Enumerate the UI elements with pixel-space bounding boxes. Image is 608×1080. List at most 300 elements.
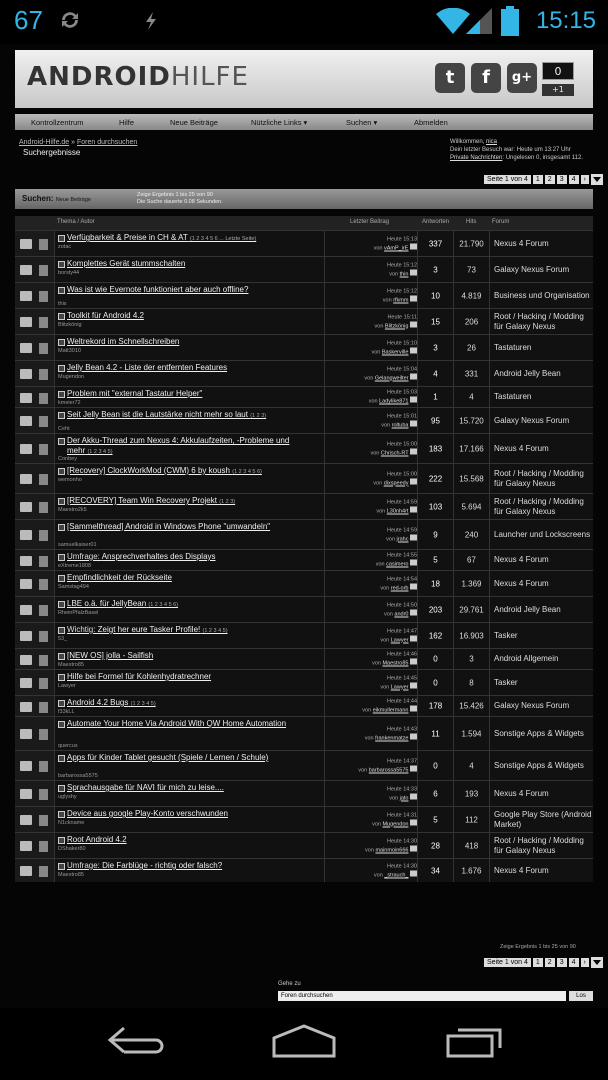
forum-link[interactable] [491, 309, 593, 334]
last-post-user[interactable]: rfkmm [393, 297, 409, 303]
breadcrumb [19, 138, 137, 158]
forum-link[interactable] [491, 257, 593, 282]
thread-author[interactable]: Maestro2k5 [58, 507, 87, 513]
last-post-user[interactable]: Baskerville [381, 349, 409, 355]
checkbox-icon[interactable] [58, 235, 65, 242]
thread-row[interactable] [15, 549, 593, 570]
answers-count[interactable] [418, 309, 454, 334]
thread-row[interactable] [15, 622, 593, 648]
forum-link[interactable] [491, 696, 593, 716]
thread-row[interactable] [15, 570, 593, 596]
thread-author[interactable]: samuelkaiser01 [58, 542, 97, 548]
logo-main: ANDROID [27, 62, 171, 92]
thread-status [15, 833, 55, 858]
pager-page-4[interactable]: 4 [569, 175, 579, 184]
hits-value: 4 [469, 761, 474, 770]
goto-last-icon[interactable] [410, 819, 417, 825]
last-post-user[interactable]: Maestro85 [382, 660, 409, 667]
thread-author[interactable]: this [58, 301, 67, 307]
thread-title[interactable] [67, 719, 307, 730]
last-post-time: Heute 14:55 [387, 552, 417, 559]
answers-count[interactable] [418, 859, 454, 882]
goto-last-icon[interactable] [410, 706, 417, 712]
hits-count [454, 571, 490, 596]
forum-link[interactable] [491, 833, 593, 858]
forum-link[interactable] [491, 807, 593, 832]
thread-row[interactable] [15, 308, 593, 334]
forum-link[interactable] [491, 283, 593, 308]
forum-name: Sonstige Apps & Widgets [494, 728, 584, 738]
checkbox-icon[interactable] [58, 721, 65, 728]
forum-link[interactable] [491, 464, 593, 493]
thread-status [15, 807, 55, 832]
last-post-user[interactable]: jrahc [396, 536, 409, 542]
thread-title[interactable] [67, 698, 307, 709]
thread-author[interactable]: Mugendon [58, 374, 84, 380]
last-post-user[interactable]: _strauch_ [384, 872, 409, 878]
answers-count[interactable] [418, 649, 454, 669]
thread-title[interactable] [67, 783, 307, 794]
forum-name: Nexus 4 Forum [494, 578, 549, 588]
col-answers[interactable]: Antworten [422, 219, 450, 225]
thread-row[interactable] [15, 716, 593, 750]
thread-title[interactable] [67, 599, 307, 610]
goto-last-icon[interactable] [410, 420, 417, 426]
last-post-user[interactable]: vAmP_irE [384, 245, 409, 251]
goto-last-icon[interactable] [410, 347, 417, 353]
answers-count[interactable] [418, 408, 454, 433]
site-logo[interactable] [27, 62, 249, 92]
goto-last-icon[interactable] [410, 733, 417, 739]
thread-title[interactable] [67, 573, 307, 584]
answers-count[interactable] [418, 833, 454, 858]
goto-last-icon[interactable] [410, 845, 417, 851]
last-post-user[interactable]: barbarossa5575 [368, 767, 409, 773]
answers-count[interactable] [418, 494, 454, 519]
thread-title-cell [55, 696, 325, 716]
goto-button[interactable]: Los [569, 991, 593, 1001]
thread-row[interactable] [15, 669, 593, 695]
thread-pages[interactable]: (1 2 3 4 5 6) [148, 602, 179, 608]
thread-row[interactable] [15, 334, 593, 360]
checkbox-icon[interactable] [58, 554, 65, 561]
goto-select[interactable]: Foren durchsuchen [278, 991, 566, 1001]
checkbox-icon[interactable] [58, 700, 65, 707]
pager-top [484, 174, 603, 185]
goto-last-icon[interactable] [410, 635, 417, 641]
thread-title[interactable] [67, 363, 307, 374]
thread-status [15, 649, 55, 669]
thread-type-icon [39, 631, 48, 642]
answers-count[interactable] [418, 387, 454, 407]
pager-next-bottom[interactable]: › [581, 958, 589, 967]
thread-row[interactable] [15, 750, 593, 780]
last-post-user[interactable]: red-orb [390, 585, 409, 591]
forum-link[interactable] [491, 717, 593, 750]
thread-row[interactable] [15, 230, 593, 256]
thread-row[interactable] [15, 282, 593, 308]
answers-count[interactable] [418, 623, 454, 648]
facebook-icon[interactable]: f [471, 63, 501, 93]
checkbox-icon[interactable] [58, 287, 65, 294]
hits-count [454, 717, 490, 750]
goto-last-icon[interactable] [410, 793, 417, 799]
last-post-user[interactable]: Lawyer [390, 684, 409, 690]
nav-abmelden[interactable]: Abmelden [414, 117, 448, 127]
forum-link[interactable] [491, 231, 593, 256]
thread-author[interactable]: Blitzkönig [58, 322, 82, 328]
nav-kontrollzentrum[interactable]: Kontrollzentrum [31, 117, 84, 127]
goto-last-icon[interactable] [410, 583, 417, 589]
col-forum[interactable]: Forum [492, 219, 510, 225]
back-icon[interactable] [104, 1024, 166, 1058]
thread-title[interactable] [67, 809, 307, 820]
checkbox-icon[interactable] [58, 811, 65, 818]
checkbox-icon[interactable] [58, 524, 65, 531]
goto-last-icon[interactable] [410, 478, 417, 484]
thread-pages[interactable]: (1 2 3 4 5 6) [232, 469, 262, 475]
thread-status [15, 717, 55, 750]
checkbox-icon[interactable] [58, 863, 65, 870]
last-post-user[interactable]: Lawyer [390, 637, 409, 643]
answers-count[interactable] [418, 520, 454, 549]
breadcrumb-search[interactable]: Foren durchsuchen [77, 139, 138, 146]
thread-row[interactable] [15, 858, 593, 882]
google-plus-icon[interactable]: g+ [507, 63, 537, 93]
thread-title[interactable] [67, 672, 307, 683]
goto-last-icon[interactable] [410, 243, 417, 249]
answers-value: 11 [431, 729, 440, 738]
breadcrumb-sep: » [69, 139, 77, 146]
answers-count[interactable] [418, 670, 454, 695]
forum-link[interactable] [491, 494, 593, 519]
goto-last-icon[interactable] [410, 682, 417, 688]
thread-author[interactable]: wemonho [58, 477, 82, 483]
thread-title[interactable] [67, 466, 307, 477]
checkbox-icon[interactable] [58, 261, 65, 268]
thread-author[interactable]: N1ckname [58, 820, 85, 826]
last-post-user[interactable]: dixspeedy [383, 480, 409, 486]
thread-row[interactable] [15, 256, 593, 282]
last-post-user[interactable]: L30nh4rt [386, 508, 409, 514]
checkbox-icon[interactable] [58, 674, 65, 681]
twitter-icon[interactable]: t [435, 63, 465, 93]
thread-row[interactable] [15, 519, 593, 549]
goto-last-icon[interactable] [410, 397, 417, 403]
checkbox-icon[interactable] [58, 365, 65, 372]
forum-name: Galaxy Nexus Forum [494, 264, 570, 274]
thread-pages[interactable]: (1 2 3) [219, 499, 236, 505]
thread-title-cell [55, 597, 325, 622]
thread-author[interactable]: RheinPfalzBasel [58, 610, 99, 616]
forum-link[interactable] [491, 520, 593, 549]
thread-title-text: [RECOVERY] Team Win Recovery Projekt [67, 496, 217, 505]
answers-count[interactable] [418, 231, 454, 256]
thread-row[interactable] [15, 360, 593, 386]
thread-row[interactable] [15, 386, 593, 407]
forum-link[interactable] [491, 649, 593, 669]
checkbox-icon[interactable] [58, 339, 65, 346]
thread-title-text: Automate Your Home Via Android With QW Home Automation [67, 719, 287, 728]
forum-link[interactable] [491, 434, 593, 463]
pager-menu-icon-bottom[interactable] [591, 957, 603, 968]
thread-author[interactable]: Ceht [58, 426, 70, 432]
pager-menu-icon[interactable] [591, 174, 603, 185]
last-post-user[interactable]: Blitzkönig [384, 323, 409, 329]
thread-row[interactable] [15, 832, 593, 858]
last-post-user[interactable]: Ladylike871 [379, 398, 409, 405]
thread-author[interactable]: quercus [58, 743, 78, 749]
thread-row[interactable] [15, 433, 593, 463]
thread-pages[interactable]: (1 2 3 4 5) [202, 628, 228, 634]
goto-last-icon[interactable] [410, 870, 417, 876]
hits-count [454, 859, 490, 882]
answers-count[interactable] [418, 781, 454, 806]
thread-title[interactable] [67, 337, 307, 348]
goto-last-icon[interactable] [410, 269, 417, 275]
answers-count[interactable] [418, 434, 454, 463]
checkbox-icon[interactable] [58, 391, 65, 398]
last-post-user[interactable]: Gelangweilter [374, 375, 409, 381]
last-post-user[interactable]: thin [399, 271, 409, 277]
pager-page-2-bottom[interactable]: 2 [545, 958, 555, 967]
forum-link[interactable] [491, 571, 593, 596]
goto-last-icon[interactable] [410, 534, 417, 540]
logo-sub: HILFE [170, 62, 249, 92]
forum-link[interactable] [491, 550, 593, 570]
thread-row[interactable] [15, 806, 593, 832]
thread-author[interactable]: DShaker80 [58, 846, 86, 852]
forum-link[interactable] [491, 623, 593, 648]
answers-value: 28 [431, 841, 440, 850]
thread-pages[interactable]: (1 2 3 4 5) [130, 701, 156, 707]
pager-page-1[interactable]: 1 [533, 175, 543, 184]
private-messages-link[interactable]: Private Nachrichten [450, 155, 503, 161]
forum-name: Galaxy Nexus Forum [494, 701, 570, 710]
last-post-time: Heute 15:11 [387, 314, 417, 320]
checkbox-icon[interactable] [58, 468, 65, 475]
thread-prefix: Wichtig: [67, 625, 98, 634]
last-post-user[interactable]: frankenmatze [375, 735, 409, 741]
answers-count[interactable] [418, 464, 454, 493]
answers-value: 3 [433, 265, 438, 274]
goto-last-icon[interactable] [410, 321, 417, 327]
answers-count[interactable] [418, 257, 454, 282]
checkbox-icon[interactable] [58, 313, 65, 320]
thread-title[interactable] [67, 552, 307, 563]
forum-name: Nexus 4 Forum [494, 238, 549, 248]
thread-pages[interactable]: (1 2 3) [250, 413, 267, 419]
last-post-user[interactable]: Chrisch-RT [380, 450, 409, 456]
thread-author[interactable]: Samstag494 [58, 584, 89, 590]
thread-title[interactable] [67, 389, 307, 400]
answers-value: 9 [433, 530, 438, 539]
browser-page [0, 44, 608, 1008]
answers-count[interactable] [418, 717, 454, 750]
hits-value: 331 [464, 369, 479, 378]
last-post-time: Heute 15:00 [387, 471, 417, 477]
thread-title[interactable] [67, 753, 307, 764]
goto-last-icon[interactable] [410, 765, 417, 771]
pager-page-1-bottom[interactable]: 1 [533, 958, 543, 967]
hits-count [454, 833, 490, 858]
checkbox-icon[interactable] [58, 755, 65, 762]
nav-hilfe[interactable]: Hilfe [119, 117, 135, 127]
forum-link[interactable] [491, 408, 593, 433]
checkbox-icon[interactable] [58, 785, 65, 792]
forum-link[interactable] [491, 597, 593, 622]
checkbox-icon[interactable] [58, 575, 65, 582]
thread-title[interactable] [67, 311, 307, 322]
thread-title[interactable] [67, 835, 307, 846]
thread-title[interactable] [67, 436, 307, 457]
answers-count[interactable] [418, 696, 454, 716]
last-post: Heute 15:00 von Chrisch-RT [325, 434, 418, 463]
last-post-user[interactable]: casimero [386, 561, 409, 568]
pager-page-3[interactable]: 3 [557, 175, 567, 184]
thread-title-cell [55, 717, 325, 750]
thread-author[interactable]: barbarossa5575 [58, 773, 98, 779]
thread-author[interactable]: borsty44 [58, 270, 80, 276]
thread-title-text: Der Akku-Thread zum Nexus 4: Akkulaufzeiten, -Probleme und mehr [67, 436, 290, 455]
thread-row[interactable] [15, 780, 593, 806]
col-last[interactable]: Letzter Beitrag [350, 219, 390, 225]
nav-suchen[interactable]: Suchen ▾ [346, 117, 378, 127]
thread-type-icon [39, 317, 48, 328]
thread-author[interactable]: f33kLL [58, 709, 75, 715]
checkbox-icon[interactable] [58, 837, 65, 844]
last-post-user[interactable]: mainmoin666 [375, 847, 409, 853]
col-hits[interactable]: Hits [466, 219, 477, 225]
thread-title-text: Toolkit für Android 4.2 [67, 311, 144, 320]
thread-author[interactable]: Matt3010 [58, 348, 81, 354]
breadcrumb-home[interactable]: Android-Hilfe.de [19, 139, 70, 146]
pager-page-2[interactable]: 2 [545, 175, 555, 184]
checkbox-icon[interactable] [58, 498, 65, 505]
pager-page-3-bottom[interactable]: 3 [557, 958, 567, 967]
forum-link[interactable] [491, 751, 593, 780]
thread-row[interactable] [15, 648, 593, 669]
goto-last-icon[interactable] [410, 448, 417, 454]
hits-count [454, 696, 490, 716]
last-post-time: Heute 14:31 [387, 812, 417, 818]
thread-author[interactable]: zotac [58, 244, 72, 250]
thread-type-icon [39, 789, 48, 800]
thread-title[interactable] [67, 233, 307, 244]
checkbox-icon[interactable] [58, 601, 65, 608]
home-icon[interactable] [270, 1024, 338, 1058]
plusone-button[interactable]: +1 [542, 84, 574, 96]
last-post: Heute 15:03 von Ladylike871 [325, 387, 418, 407]
thread-title[interactable] [67, 861, 307, 872]
answers-count[interactable] [418, 283, 454, 308]
hits-count [454, 464, 490, 493]
answers-count[interactable] [418, 751, 454, 780]
thread-author[interactable]: Lawyer [58, 683, 76, 689]
thread-author[interactable]: Maestro85 [58, 872, 84, 878]
thread-row[interactable] [15, 695, 593, 716]
thread-author[interactable]: 53_ [58, 636, 68, 642]
answers-count[interactable] [418, 361, 454, 386]
last-post: Heute 14:31 von Mugendon [325, 807, 418, 832]
thread-pages[interactable]: (1 2 3 4 5) [87, 449, 113, 455]
checkbox-icon[interactable] [58, 438, 65, 445]
forum-link[interactable] [491, 335, 593, 360]
thread-title-cell [55, 361, 325, 386]
answers-count[interactable] [418, 597, 454, 622]
recent-apps-icon[interactable] [444, 1024, 506, 1058]
thread-title[interactable] [67, 522, 307, 533]
nav-neue-beitraege[interactable]: Neue Beiträge [170, 117, 218, 127]
forum-link[interactable] [491, 859, 593, 882]
pager-bottom [484, 957, 603, 968]
last-post-user[interactable]: roltuba [391, 422, 409, 428]
answers-count[interactable] [418, 550, 454, 570]
thread-title[interactable] [67, 651, 307, 662]
forum-link[interactable] [491, 387, 593, 407]
thread-title[interactable] [67, 285, 307, 296]
forum-link[interactable] [491, 361, 593, 386]
hits-count [454, 781, 490, 806]
thread-row[interactable] [15, 463, 593, 493]
thread-pages[interactable]: (1 2 3 4 5 6 ... Letzte Seite) [189, 236, 257, 242]
pager-next[interactable]: › [581, 175, 589, 184]
thread-status [15, 283, 55, 308]
thread-type-icon [39, 530, 48, 541]
last-post-user[interactable]: jato [399, 795, 409, 801]
goto-last-icon[interactable] [410, 506, 417, 512]
welcome-user[interactable]: nica [486, 139, 498, 145]
goto-last-icon[interactable] [410, 659, 417, 665]
checkbox-icon[interactable] [58, 412, 65, 419]
pager-page-4-bottom[interactable]: 4 [569, 958, 579, 967]
forum-link[interactable] [491, 781, 593, 806]
goto-last-icon[interactable] [410, 373, 417, 379]
thread-row[interactable] [15, 596, 593, 622]
checkbox-icon[interactable] [58, 653, 65, 660]
thread-title[interactable] [67, 496, 307, 507]
last-post-time: Heute 14:59 [387, 527, 417, 533]
thread-author[interactable]: Maestro85 [58, 662, 84, 668]
thread-row[interactable] [15, 493, 593, 519]
last-post-user[interactable]: andr0 [394, 611, 409, 617]
answers-count[interactable] [418, 335, 454, 360]
last-post-user[interactable]: Mugendon [382, 821, 409, 827]
col-theme[interactable]: Thema / Autor [57, 219, 95, 225]
thread-author[interactable]: kmeier72 [58, 400, 81, 406]
forum-link[interactable] [491, 670, 593, 695]
thread-author[interactable]: Conbey [58, 456, 77, 462]
thread-author[interactable]: uglyshy [58, 794, 77, 800]
hits-count [454, 335, 490, 360]
thread-status [15, 361, 55, 386]
thread-title[interactable] [67, 259, 307, 270]
goto-last-icon[interactable] [410, 295, 417, 301]
thread-title[interactable] [67, 410, 307, 421]
goto-last-icon[interactable] [410, 560, 417, 566]
answers-count[interactable] [418, 807, 454, 832]
folder-icon [20, 530, 32, 540]
answers-count[interactable] [418, 571, 454, 596]
goto-last-icon[interactable] [410, 609, 417, 615]
checkbox-icon[interactable] [58, 627, 65, 634]
thread-author[interactable]: eXtreme1808 [58, 563, 92, 569]
hits-value: 193 [464, 789, 479, 798]
thread-title[interactable] [67, 625, 307, 636]
nav-nuetzliche-links[interactable]: Nützliche Links ▾ [251, 117, 308, 127]
last-post-user[interactable]: eikmullermann [372, 707, 409, 714]
thread-row[interactable] [15, 407, 593, 433]
